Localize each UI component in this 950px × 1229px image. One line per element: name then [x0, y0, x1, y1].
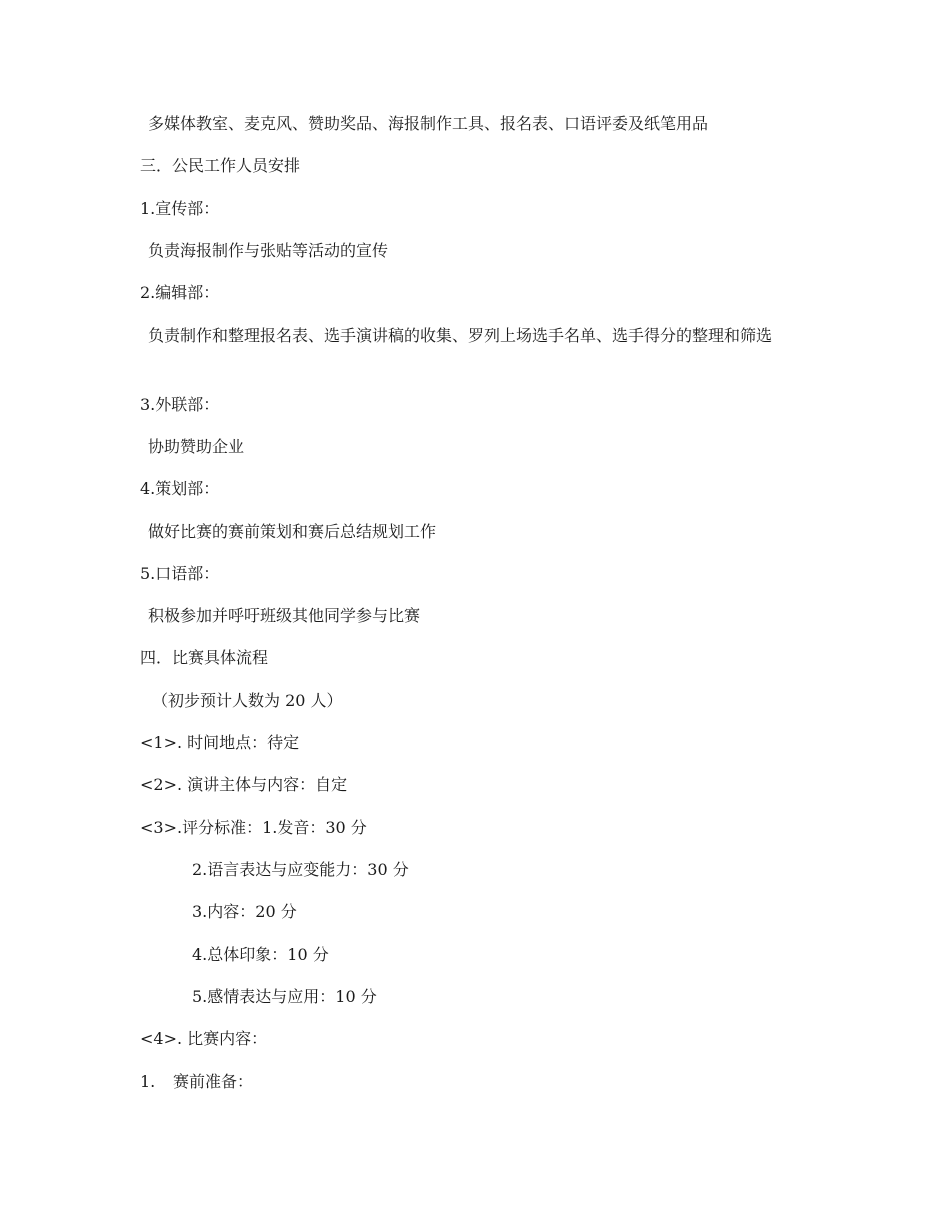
materials-list: 多媒体教室、麦克风、赞助奖品、海报制作工具、报名表、口语评委及纸笔用品	[148, 114, 709, 133]
dept-oral-desc: 积极参加并呼吁班级其他同学参与比赛	[148, 606, 421, 625]
item-contest-content: <4>. 比赛内容：	[140, 1029, 268, 1048]
list-number: 1.	[140, 1072, 156, 1091]
dept-planning-heading: 4.策划部：	[140, 479, 220, 498]
item-scoring: <3>.评分标准：1.发音：30 分	[140, 818, 367, 837]
section-heading-process: 四．比赛具体流程	[140, 648, 269, 667]
score-content: 3.内容：20 分	[192, 902, 297, 921]
dept-editing-heading: 2.编辑部：	[140, 283, 220, 302]
list-text: 赛前准备：	[173, 1072, 254, 1091]
item-topic: <2>. 演讲主体与内容：自定	[140, 775, 348, 794]
dept-planning-desc: 做好比赛的赛前策划和赛后总结规划工作	[148, 522, 437, 541]
list-item-preparation	[140, 1070, 810, 1094]
estimate-note: （初步预计人数为 20 人）	[152, 691, 343, 710]
dept-outreach-desc: 协助赞助企业	[148, 437, 245, 456]
dept-publicity-heading: 1.宣传部：	[140, 199, 220, 218]
dept-editing-desc: 负责制作和整理报名表、选手演讲稿的收集、罗列上场选手名单、选手得分的整理和筛选	[148, 326, 773, 345]
dept-oral-heading: 5.口语部：	[140, 564, 220, 583]
score-emotion: 5.感情表达与应用：10 分	[192, 987, 377, 1006]
score-impression: 4.总体印象：10 分	[192, 945, 329, 964]
section-heading-staff: 三．公民工作人员安排	[140, 156, 301, 175]
item-time-place: <1>. 时间地点：待定	[140, 733, 300, 752]
score-expression: 2.语言表达与应变能力：30 分	[192, 860, 409, 879]
dept-publicity-desc: 负责海报制作与张贴等活动的宣传	[148, 241, 389, 260]
dept-outreach-heading: 3.外联部：	[140, 395, 220, 414]
